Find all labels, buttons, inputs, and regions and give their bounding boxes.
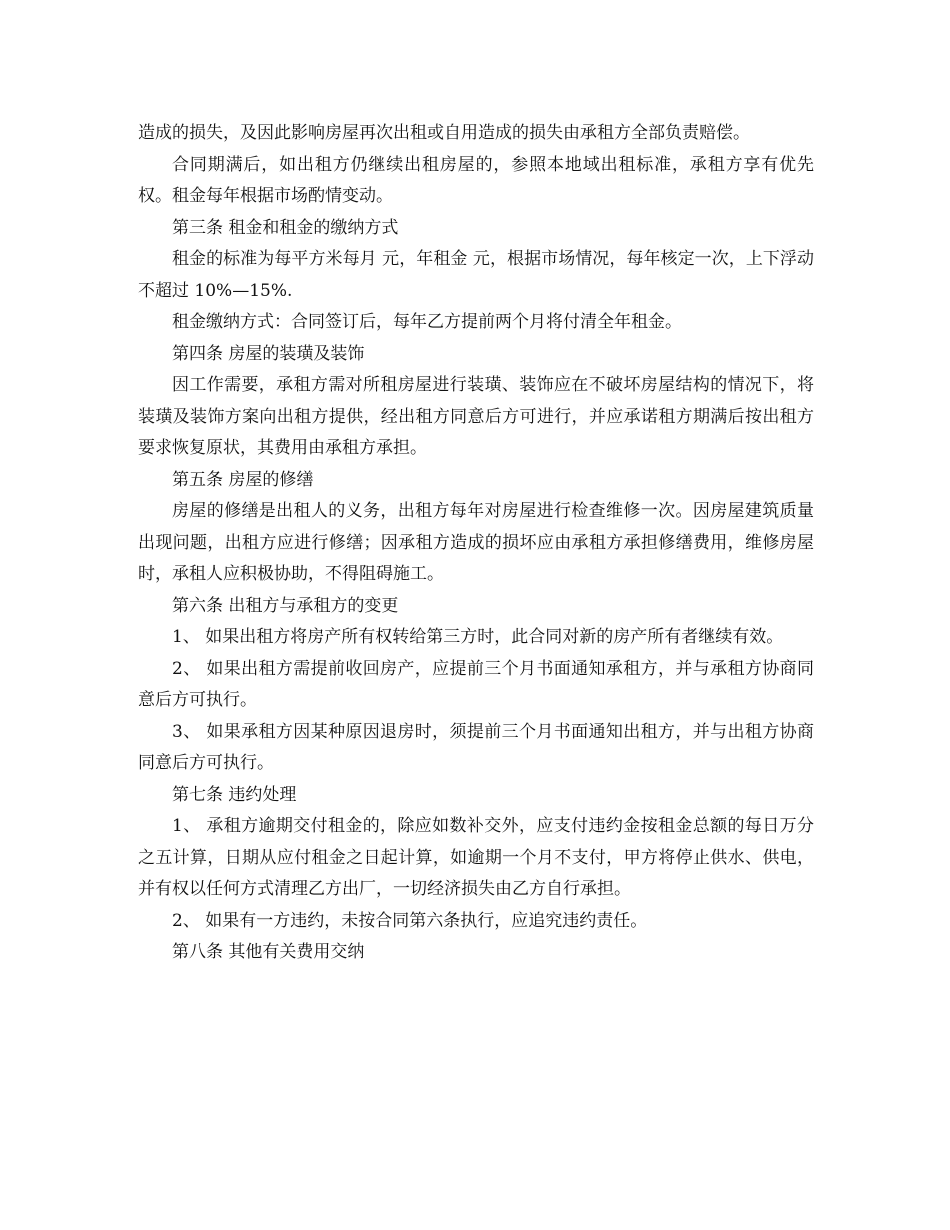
section-heading: 第五条 房屋的修缮 [172,469,314,490]
paragraph: 租金缴纳方式：合同签订后，每年乙方提前两个月将付清全年租金。 [172,312,682,332]
section-heading: 第八条 其他有关费用交纳 [172,942,365,962]
paragraph: 租金的标准为每平方米每月 元，年租金 元，根据市场情况，每年核定一次，上下浮动不超过 10%—15%. [138,249,814,301]
section-heading: 第七条 违约处理 [172,784,297,805]
paragraph: 房屋的修缮是出租人的义务，出租方每年对房屋进行检查维修一次。因房屋建筑质量出现问题，出租方应进行修缮；因承租方造成的损坏应由承租方承担修缮费用，维修房屋时，承租人应积极协助，不得阻碍施工。 [138,501,814,584]
paragraph: 因工作需要，承租方需对所租房屋进行装璜、装饰应在不破坏房屋结构的情况下，将装璜及装饰方案向出租方提供，经出租方同意后方可进行，并应承诺租方期满后按出租方要求恢复原状，其费用由承租方承担。 [138,375,814,458]
list-item: 2、 如果出租方需提前收回房产，应提前三个月书面通知承租方，并与承租方协商同意后方可执行。 [138,658,814,710]
list-item: 1、 承租方逾期交付租金的，除应如数补交外，应支付违约金按租金总额的每日万分之五计算，日期从应付租金之日起计算，如逾期一个月不支付，甲方将停止供水、供电，并有权以任何方式清理乙方出厂，一切经济损失由乙方自行承担。 [138,816,814,899]
section-heading: 第三条 租金和租金的缴纳方式 [172,217,399,238]
list-item: 3、 如果承租方因某种原因退房时，须提前三个月书面通知出租方，并与出租方协商同意后方可执行。 [138,721,814,773]
paragraph: 合同期满后，如出租方仍继续出租房屋的，参照本地域出租标准，承租方享有优先权。租金每年根据市场酌情变动。 [138,154,814,206]
section-heading: 第六条 出租方与承租方的变更 [172,595,399,616]
list-item: 2、 如果有一方违约，未按合同第六条执行，应追究违约责任。 [172,910,648,931]
document-body [138,118,814,969]
section-heading: 第四条 房屋的装璜及装饰 [172,343,365,364]
list-item: 1、 如果出租方将房产所有权转给第三方时，此合同对新的房产所有者继续有效。 [172,627,784,647]
paragraph: 造成的损失，及因此影响房屋再次出租或自用造成的损失由承租方全部负责赔偿。 [138,123,750,143]
